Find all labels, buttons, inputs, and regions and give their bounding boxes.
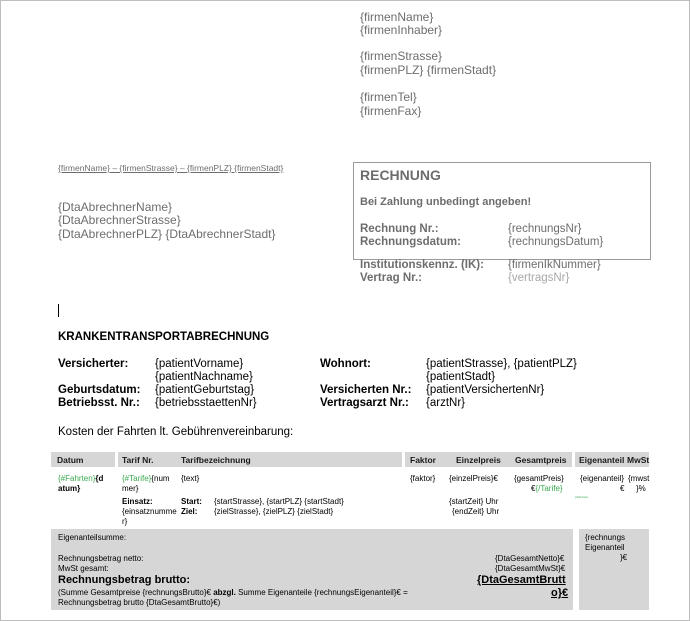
row-datum-cont: atum} xyxy=(58,484,81,493)
start-label: Start: xyxy=(181,497,202,506)
mwst-value: {DtaGesamtMwSt}€ xyxy=(495,564,566,573)
loop-fahrten-tag: {#Fahrten} xyxy=(58,474,96,483)
invoice-title: RECHNUNG xyxy=(360,167,441,183)
birth-label: Geburtsdatum: xyxy=(58,384,141,396)
col-datum: Datum xyxy=(57,455,84,465)
invoice-number-label: Rechnung Nr.: xyxy=(360,223,439,235)
brutto-value-cont: o}€ xyxy=(551,587,569,599)
col-einzelpreis: Einzelpreis xyxy=(456,455,501,465)
loop-fahrten-end: {/Fahrten} xyxy=(575,495,589,499)
patient-firstname: {patientVorname} xyxy=(155,358,244,370)
row-gesamtpreis: {gesamtPreis} xyxy=(514,474,564,483)
row-tarif-cont: mer} xyxy=(122,484,139,493)
col-eigenanteil: Eigenanteil xyxy=(579,455,625,465)
brutto-value: {DtaGesamtBrutt xyxy=(477,574,566,586)
contract-value: {vertragsNr} xyxy=(508,272,570,284)
ziel-value: {zielStrasse}, {zielPLZ} {zielStadt} xyxy=(214,507,334,516)
col-tarifbezeichnung: Tarifbezeichnung xyxy=(181,455,251,465)
formula-line2: Rechnungsbetrag brutto {DtaGesamtBrutto}€) xyxy=(58,598,221,607)
einsatz-label: Einsatz: xyxy=(122,497,153,506)
eigen-sum-value: {rechnungs xyxy=(585,533,626,542)
site-label: Betriebsst. Nr.: xyxy=(58,397,140,409)
invoice-date-label: Rechnungsdatum: xyxy=(360,236,461,248)
loop-tarife-tag: {#Tarife} xyxy=(122,474,152,483)
company-tel: {firmenTel} xyxy=(360,90,417,104)
ik-label: Institutionskennz. (IK): xyxy=(360,259,484,271)
invoice-number-value: {rechnungsNr} xyxy=(508,223,582,235)
row-einzelpreis: {einzelPreis}€ xyxy=(449,474,498,483)
invoice-notice: Bei Zahlung unbedingt angeben! xyxy=(360,196,532,208)
summary-separator xyxy=(573,529,579,610)
residence-line2: {patientStadt} xyxy=(426,371,496,383)
sender-line: {firmenName} – {firmenStrasse} – {firmenPLZ} {firmenStadt} xyxy=(58,163,284,173)
einsatz-value-cont: r} xyxy=(122,517,128,526)
row-text: {text} xyxy=(181,474,200,483)
row-mwst-cont: }% xyxy=(636,484,646,493)
recipient-street: {DtaAbrechnerStrasse} xyxy=(58,213,181,227)
patient-lastname: {patientNachname} xyxy=(155,371,253,383)
header-separator xyxy=(402,452,405,467)
col-mwst: MwSt xyxy=(627,455,650,465)
recipient-zip-city: {DtaAbrechnerPLZ} {DtaAbrechnerStadt} xyxy=(58,227,276,241)
row-datum: {#Fahrten}{d xyxy=(58,474,104,483)
company-fax: {firmenFax} xyxy=(360,104,422,118)
formula-line1: (Summe Gesamtpreise {rechnungsBrutto}€ abzgl. Summe Eigenanteile {rechnungsEigenanteil}€ = xyxy=(58,588,408,597)
netto-value: {DtaGesamtNetto}€ xyxy=(495,554,565,563)
eigen-sum-value-end: }€ xyxy=(620,553,628,562)
eigen-sum-label: Eigenanteilsumme: xyxy=(58,533,127,542)
residence-label: Wohnort: xyxy=(320,358,371,370)
brutto-label: Rechnungsbetrag brutto: xyxy=(58,574,190,586)
insured-no-label: Versicherten Nr.: xyxy=(320,384,412,396)
residence-line1: {patientStrasse}, {patientPLZ} xyxy=(426,358,577,370)
doctor-value: {arztNr} xyxy=(426,397,465,409)
row-gesamt-cont: €{/Tarife} xyxy=(531,484,563,493)
header-separator xyxy=(572,452,575,467)
table-header xyxy=(51,452,649,467)
main-heading: KRANKENTRANSPORTABRECHNUNG xyxy=(58,331,270,343)
header-separator xyxy=(115,452,118,467)
birth-value: {patientGeburtstag} xyxy=(155,384,255,396)
einsatz-value: {einsatznumme xyxy=(122,507,177,516)
col-tarif-nr: Tarif Nr. xyxy=(122,455,154,465)
col-gesamtpreis: Gesamtpreis xyxy=(515,455,567,465)
eigen-sum-value-cont: Eigenanteil xyxy=(585,543,625,552)
insured-no-value: {patientVersichertenNr} xyxy=(426,384,545,396)
netto-label: Rechnungsbetrag netto: xyxy=(58,554,144,563)
contract-label: Vertrag Nr.: xyxy=(360,272,422,284)
site-value: {betriebsstaettenNr} xyxy=(155,397,257,409)
company-owner: {firmenInhaber} xyxy=(360,23,443,37)
ik-value: {firmenIkNummer} xyxy=(508,259,601,271)
text-cursor xyxy=(58,304,59,317)
loop-tarife-end: {/Tarife} xyxy=(535,484,563,493)
insured-label: Versicherter: xyxy=(58,358,129,370)
row-mwst: {mwst xyxy=(628,474,650,483)
company-zip-city: {firmenPLZ} {firmenStadt} xyxy=(360,63,497,77)
recipient-name: {DtaAbrechnerName} xyxy=(58,200,173,214)
company-name: {firmenName} xyxy=(360,10,434,24)
end-time: {endZeit} Uhr xyxy=(452,507,500,516)
col-faktor: Faktor xyxy=(410,455,436,465)
mwst-label: MwSt gesamt: xyxy=(58,564,109,573)
doctor-label: Vertragsarzt Nr.: xyxy=(320,397,409,409)
costs-intro: Kosten der Fahrten lt. Gebührenvereinbarung: xyxy=(58,426,294,438)
company-street: {firmenStrasse} xyxy=(360,49,443,63)
ziel-label: Ziel: xyxy=(181,507,198,516)
row-eigenanteil-cont: € xyxy=(620,484,625,493)
row-eigenanteil: {eigenanteil} xyxy=(580,474,625,483)
row-tarif: {#Tarife}{num xyxy=(122,474,170,483)
invoice-date-value: {rechnungsDatum} xyxy=(508,236,604,248)
start-time: {startZeit} Uhr xyxy=(449,497,499,506)
row-faktor: {faktor} xyxy=(410,474,436,483)
start-value: {startStrasse}, {startPLZ} {startStadt} xyxy=(214,497,344,506)
